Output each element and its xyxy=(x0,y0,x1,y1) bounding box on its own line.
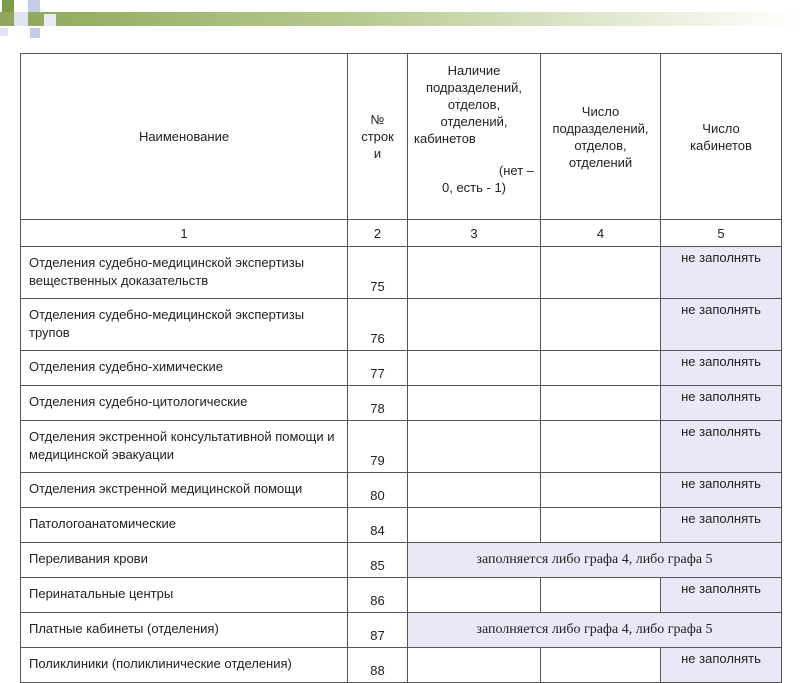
row-name: Перинатальные центры xyxy=(21,578,348,613)
do-not-fill-note: не заполнять xyxy=(661,508,782,543)
banner-square xyxy=(14,12,28,26)
row-name: Отделения судебно-медицинской экспертизы трупов xyxy=(21,299,348,351)
presence-cell[interactable] xyxy=(408,578,541,613)
header-row xyxy=(21,54,782,220)
presence-cell[interactable] xyxy=(408,247,541,299)
table-row xyxy=(21,578,782,613)
count-units-cell[interactable] xyxy=(541,421,661,473)
merged-note: заполняется либо графа 4, либо графа 5 xyxy=(408,613,782,648)
presence-cell[interactable] xyxy=(408,648,541,683)
table-row xyxy=(21,508,782,543)
column-index: 3 xyxy=(408,220,541,247)
row-name: Отделения судебно-цитологические xyxy=(21,386,348,421)
row-number: 87 xyxy=(348,613,408,648)
do-not-fill-note: не заполнять xyxy=(661,578,782,613)
count-units-cell[interactable] xyxy=(541,473,661,508)
row-number: 88 xyxy=(348,648,408,683)
merged-note: заполняется либо графа 4, либо графа 5 xyxy=(408,543,782,578)
row-number: 75 xyxy=(348,247,408,299)
column-index: 4 xyxy=(541,220,661,247)
row-name: Отделения судебно-медицинской экспертизы вещественных доказательств xyxy=(21,247,348,299)
column-index: 2 xyxy=(348,220,408,247)
table-row xyxy=(21,299,782,351)
header-row-number: № строк и xyxy=(348,54,408,220)
row-number: 84 xyxy=(348,508,408,543)
table-row xyxy=(21,613,782,648)
row-name: Патологоанатомические xyxy=(21,508,348,543)
count-units-cell[interactable] xyxy=(541,299,661,351)
do-not-fill-note: не заполнять xyxy=(661,386,782,421)
count-units-cell[interactable] xyxy=(541,386,661,421)
banner-square xyxy=(30,28,40,38)
table-row xyxy=(21,648,782,683)
row-name: Платные кабинеты (отделения) xyxy=(21,613,348,648)
header-count-rooms: Число кабинетов xyxy=(661,54,782,220)
presence-cell[interactable] xyxy=(408,508,541,543)
do-not-fill-note: не заполнять xyxy=(661,299,782,351)
row-name: Поликлиники (поликлинические отделения) xyxy=(21,648,348,683)
banner-square xyxy=(44,14,56,26)
count-units-cell[interactable] xyxy=(541,508,661,543)
column-index: 1 xyxy=(21,220,348,247)
do-not-fill-note: не заполнять xyxy=(661,421,782,473)
do-not-fill-note: не заполнять xyxy=(661,351,782,386)
row-number: 86 xyxy=(348,578,408,613)
table-row xyxy=(21,421,782,473)
header-count-units: Число подразделений, отделов, отделений xyxy=(541,54,661,220)
do-not-fill-note: не заполнять xyxy=(661,648,782,683)
column-index: 5 xyxy=(661,220,782,247)
presence-cell[interactable] xyxy=(408,351,541,386)
report-table xyxy=(20,53,782,683)
row-name: Отделения экстренной медицинской помощи xyxy=(21,473,348,508)
do-not-fill-note: не заполнять xyxy=(661,473,782,508)
count-units-cell[interactable] xyxy=(541,247,661,299)
decorative-banner xyxy=(0,0,800,48)
banner-square xyxy=(28,0,40,12)
table-body xyxy=(21,247,782,683)
row-name: Отделения судебно-химические xyxy=(21,351,348,386)
table-row xyxy=(21,386,782,421)
header-name: Наименование xyxy=(21,54,348,220)
presence-cell[interactable] xyxy=(408,299,541,351)
row-name: Переливания крови xyxy=(21,543,348,578)
table-row xyxy=(21,473,782,508)
do-not-fill-note: не заполнять xyxy=(661,247,782,299)
count-units-cell[interactable] xyxy=(541,351,661,386)
presence-cell[interactable] xyxy=(408,473,541,508)
table-row xyxy=(21,543,782,578)
row-number: 79 xyxy=(348,421,408,473)
banner-gradient-bar xyxy=(0,12,800,26)
banner-square xyxy=(0,28,8,36)
count-units-cell[interactable] xyxy=(541,648,661,683)
row-name: Отделения экстренной консультативной помощи и медицинской эвакуации xyxy=(21,421,348,473)
banner-square xyxy=(2,0,14,12)
row-number: 85 xyxy=(348,543,408,578)
presence-cell[interactable] xyxy=(408,421,541,473)
row-number: 78 xyxy=(348,386,408,421)
column-index-row xyxy=(21,220,782,247)
presence-cell[interactable] xyxy=(408,386,541,421)
header-presence: Наличие подразделений, отделов, отделений, кабинетов (нет – 0, есть - 1) xyxy=(408,54,541,220)
table-row xyxy=(21,351,782,386)
row-number: 80 xyxy=(348,473,408,508)
table-row xyxy=(21,247,782,299)
row-number: 76 xyxy=(348,299,408,351)
count-units-cell[interactable] xyxy=(541,578,661,613)
row-number: 77 xyxy=(348,351,408,386)
